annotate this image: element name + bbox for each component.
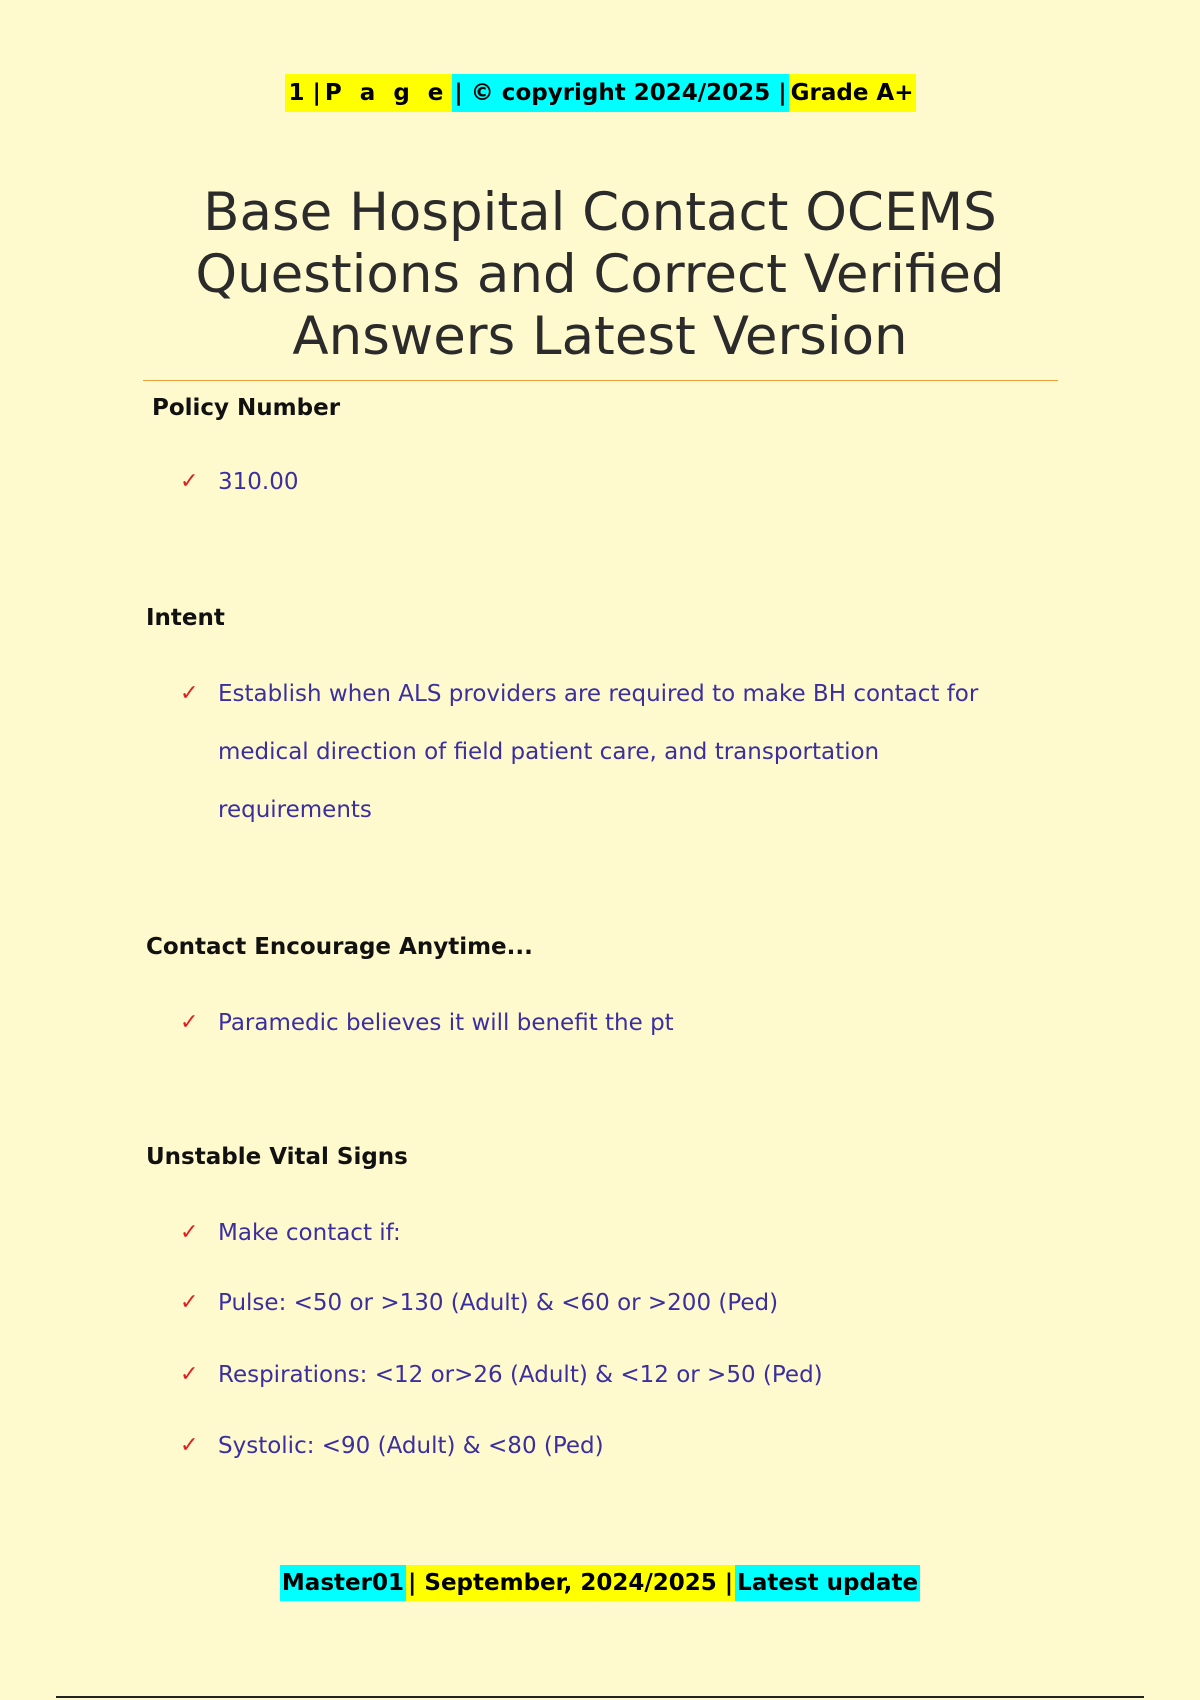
footer-status: Latest update [735, 1565, 920, 1601]
checkmark-icon: ✓ [180, 1290, 199, 1315]
page-footer [0, 1565, 1200, 1601]
section-heading: Unstable Vital Signs [146, 1144, 408, 1170]
page-number [285, 74, 453, 112]
page-word: P a g e [324, 80, 449, 106]
checkmark-icon: ✓ [180, 681, 199, 706]
bottom-divider [56, 1696, 1144, 1698]
section-heading: Policy Number [152, 395, 341, 421]
grade-badge: Grade A+ [789, 74, 916, 112]
checkmark-icon: ✓ [180, 1220, 199, 1245]
checkmark-icon: ✓ [180, 469, 199, 494]
footer-author: Master01 [280, 1565, 406, 1601]
checkmark-icon: ✓ [180, 1362, 199, 1387]
list-item-text: Make contact if: [218, 1220, 401, 1246]
footer-date: | September, 2024/2025 | [406, 1565, 735, 1601]
title-line-1: Base Hospital Contact OCEMS [203, 182, 997, 243]
checkmark-icon: ✓ [180, 1010, 199, 1035]
list-item-text: Paramedic believes it will benefit the pt [218, 1010, 674, 1036]
title-line-2: Questions and Correct Verified [195, 244, 1005, 305]
document-title [140, 182, 1060, 368]
section-heading: Contact Encourage Anytime... [146, 934, 533, 960]
list-item-text: Establish when ALS providers are required to make BH contact for medical direction of field patient care, and transportation requirements [218, 681, 979, 823]
list-item-text: Respirations: <12 or>26 (Adult) & <12 or >50 (Ped) [218, 1362, 823, 1388]
page-number-prefix: 1 | [288, 80, 321, 106]
list-item-text: Systolic: <90 (Adult) & <80 (Ped) [218, 1433, 604, 1459]
checkmark-icon: ✓ [180, 1433, 199, 1458]
copyright-notice: | © copyright 2024/2025 | [452, 74, 788, 112]
list-item-text: Pulse: <50 or >130 (Adult) & <60 or >200 (Ped) [218, 1290, 779, 1316]
section-heading: Intent [146, 605, 225, 631]
title-line-3: Answers Latest Version [292, 306, 908, 367]
list-item-text: 310.00 [218, 469, 299, 495]
page-header [0, 74, 1200, 112]
title-divider [143, 380, 1058, 381]
